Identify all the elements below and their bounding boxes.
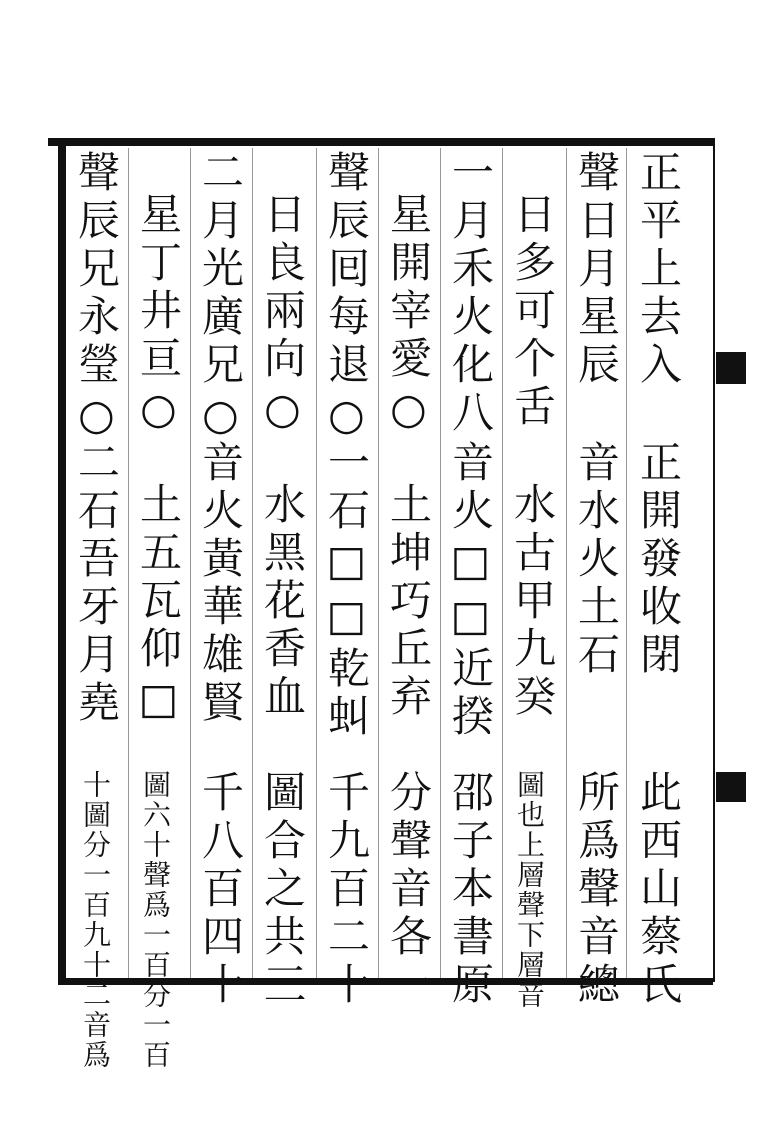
frame-right-rule (713, 140, 715, 982)
text-column: 日良兩向○ (258, 192, 307, 439)
column-rule (128, 148, 129, 978)
text-column: 聲辰囘每退○ (322, 150, 371, 445)
text-column: 音火□□近揆 (446, 440, 495, 742)
column-rule (378, 148, 379, 978)
text-column: 圖六十聲爲一百分一百 (139, 770, 172, 1070)
text-column: 聲辰兄永瑩○ (72, 150, 121, 445)
column-rule (502, 148, 503, 978)
text-column: 水黑花香血 (258, 482, 307, 722)
text-column: 千九百二十 (322, 770, 371, 1010)
text-column: 土坤巧丘弃 (384, 482, 433, 722)
text-column: 一月禾火化八 (446, 150, 495, 438)
text-column: 十圖分一百九十二音爲 (79, 770, 112, 1070)
text-column: 星丁井亘○ (134, 192, 183, 439)
fore-edge-tab-lower (716, 772, 746, 802)
column-rule (440, 148, 441, 978)
text-column: 正開發收閉 (634, 440, 683, 680)
text-column: 此西山蔡氏 (634, 770, 683, 1010)
text-column: 水古甲九癸 (508, 482, 557, 722)
text-column: 音水火土石 (572, 440, 621, 680)
fore-edge-tab (716, 352, 746, 384)
text-column: 圖也上層聲下層音 (513, 770, 546, 1010)
text-column: 圖合之共三 (258, 770, 307, 1010)
text-column: 二月光廣兄○ (196, 150, 245, 445)
column-rule (252, 148, 253, 978)
text-column: 所爲聲音總 (572, 770, 621, 1010)
frame-left-rule (58, 140, 66, 982)
text-column: 二石吾牙月堯 (72, 440, 121, 728)
text-column: 日多可个舌 (508, 192, 557, 432)
column-rule (626, 148, 627, 978)
column-rule (316, 148, 317, 978)
text-column: 邵子本書原 (446, 770, 495, 1010)
text-column: 音火黃華雄賢 (196, 440, 245, 728)
text-column: 聲日月星辰 (572, 150, 621, 390)
text-column: 土五瓦仰□ (134, 482, 183, 729)
text-column: 分聲音各一 (384, 770, 433, 1010)
column-rule (566, 148, 567, 978)
column-rule (190, 148, 191, 978)
text-column: 正平上去入 (634, 150, 683, 390)
frame-top-rule (48, 138, 715, 146)
text-column: 星開宰愛○ (384, 192, 433, 439)
text-column: 一石□□乾虯 (322, 440, 371, 742)
text-column: 千八百四十 (196, 770, 245, 1010)
